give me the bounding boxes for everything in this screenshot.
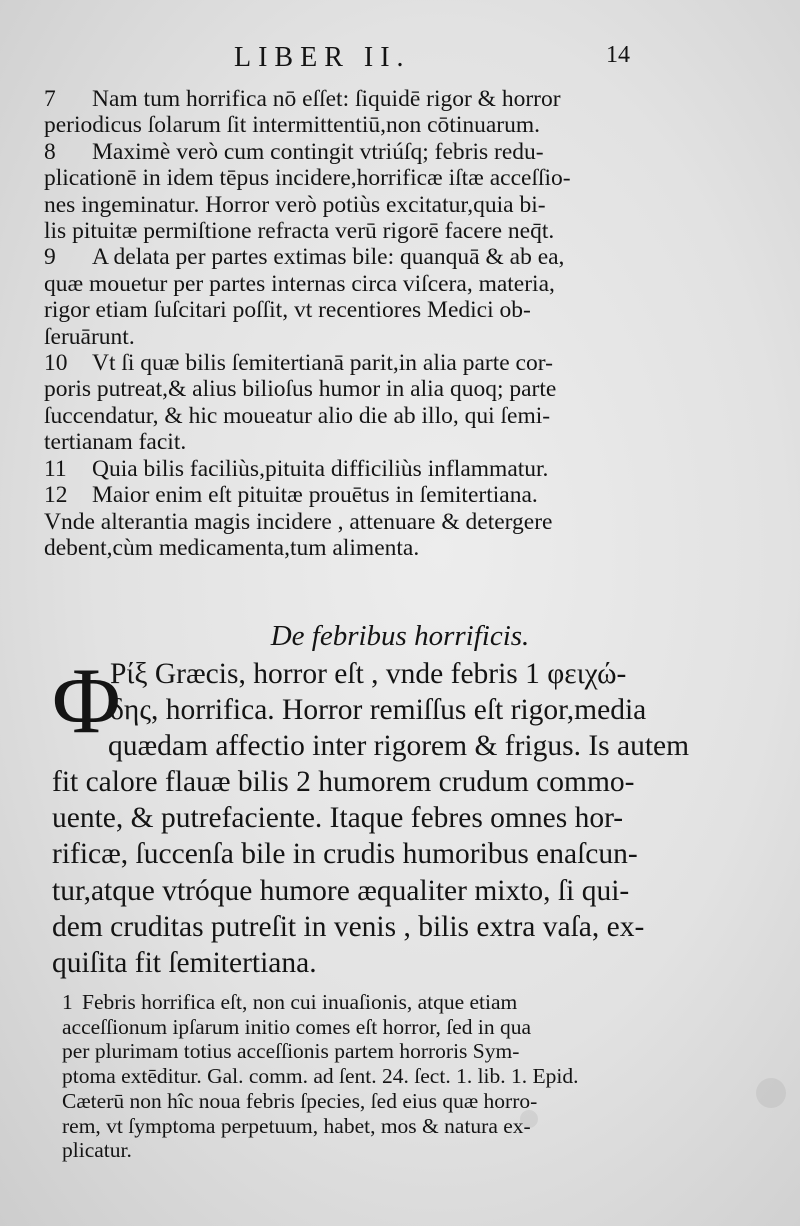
note-line bbox=[44, 165, 650, 191]
note-text: acceſſionum ipſarum initio comes eſt horror, ſed in qua bbox=[62, 1014, 532, 1039]
note-text: Vnde alterantia magis incidere , attenuare & detergere bbox=[44, 508, 553, 535]
note-line bbox=[44, 509, 650, 535]
note-number: 1 bbox=[62, 990, 73, 1014]
note-line bbox=[62, 1039, 662, 1064]
note-text: per plurimam totius acceſſionis partem horroris Sym- bbox=[62, 1039, 520, 1064]
note-line bbox=[44, 192, 650, 218]
note-text: plicationē in idem tēpus incidere,horrificæ iſtæ acceſſio- bbox=[44, 165, 571, 192]
note-text: ptoma extēditur. Gal. comm. ad ſent. 24. ſect. 1. lib. 1. Epid. bbox=[62, 1064, 579, 1089]
note-number: 9 bbox=[44, 244, 56, 271]
note-line bbox=[62, 1138, 662, 1163]
note-text: lis pituitæ permiſtione refracta verū rigorē facere neq̄t. bbox=[44, 218, 555, 245]
note-text: rem, vt ſymptoma perpetuum, habet, mos & natura ex- bbox=[62, 1113, 531, 1138]
note-text: ſeruārunt. bbox=[44, 323, 135, 350]
note-line bbox=[44, 482, 650, 508]
body-line: Ρίξ Græcis, horror eſt , vnde febris 1 φειχώ- bbox=[110, 658, 627, 690]
note-text: Maximè verò cum contingit vtriúſq; febris redu- bbox=[92, 138, 544, 165]
note-line bbox=[62, 1089, 662, 1114]
note-line bbox=[44, 112, 650, 138]
body-line: quædam affectio inter rigorem & frigus. Is autem bbox=[108, 730, 690, 763]
note-number: 10 bbox=[44, 350, 68, 377]
note-line bbox=[62, 990, 662, 1015]
lower-notes bbox=[62, 990, 662, 1163]
main-text bbox=[52, 649, 690, 981]
running-head: LIBER II. bbox=[234, 42, 411, 73]
note-number: 8 bbox=[44, 138, 56, 165]
paper-stain bbox=[756, 1078, 786, 1108]
body-line: quiſita fit ſemitertiana. bbox=[52, 946, 317, 979]
note-line bbox=[44, 376, 650, 402]
note-text: debent,cùm medicamenta,tum alimenta. bbox=[44, 534, 420, 561]
note-line bbox=[44, 535, 650, 561]
note-line bbox=[44, 139, 650, 165]
note-line bbox=[44, 350, 650, 376]
body-line: δης, horrifica. Horror remiſſus eſt rigor,media bbox=[110, 694, 647, 727]
note-text: Quia bilis faciliùs,pituita difficiliùs inflammatur. bbox=[92, 455, 549, 482]
drop-cap: Φ bbox=[52, 649, 121, 753]
body-line: uente, & putrefaciente. Itaque febres omnes hor- bbox=[52, 802, 624, 835]
note-line bbox=[44, 271, 650, 297]
note-text: Maior enim eſt pituitæ prouētus in ſemitertiana. bbox=[92, 482, 538, 509]
note-text: Cæterū non hîc noua febris ſpecies, ſed eius quæ horro- bbox=[62, 1088, 538, 1113]
note-text: tertianam facit. bbox=[44, 429, 187, 456]
note-text: Febris horrifica eſt, non cui inuaſionis, atque etiam bbox=[82, 990, 518, 1014]
note-line bbox=[62, 1114, 662, 1139]
note-text: Nam tum horrifica nō eſſet: ſiquidē rigor & horror bbox=[92, 86, 561, 112]
note-text: quæ mouetur per partes internas circa viſcera, materia, bbox=[44, 270, 555, 297]
note-text: ſuccendatur, & hic moueatur alio die ab illo, qui ſemi- bbox=[44, 402, 551, 429]
page-header bbox=[0, 28, 800, 88]
note-text: Vt ſi quæ bilis ſemitertianā parit,in alia parte cor- bbox=[92, 350, 553, 377]
note-text: nes ingeminatur. Horror verò potiùs excitatur,quia bi- bbox=[44, 191, 546, 218]
note-text: plicatur. bbox=[62, 1138, 132, 1163]
note-line bbox=[44, 324, 650, 350]
note-text: rigor etiam ſuſcitari poſſit, vt recentiores Medici ob- bbox=[44, 297, 531, 324]
note-line bbox=[44, 218, 650, 244]
note-line bbox=[44, 403, 650, 429]
note-line bbox=[44, 429, 650, 455]
note-line bbox=[44, 456, 650, 482]
note-line bbox=[62, 1015, 662, 1040]
note-line bbox=[44, 297, 650, 323]
section-heading: De febribus horrificis. bbox=[270, 620, 530, 652]
note-line bbox=[44, 244, 650, 270]
note-number: 12 bbox=[44, 482, 68, 509]
note-text: periodicus ſolarum ſit intermittentiū,non cōtinuarum. bbox=[44, 112, 541, 139]
body-line: rificæ, ſuccenſa bile in crudis humoribus enaſcun- bbox=[52, 838, 638, 871]
body-line: tur,atque vtróque humore æqualiter mixto, ſi qui- bbox=[52, 874, 630, 907]
note-text: poris putreat,& alius bilioſus humor in alia quoq; parte bbox=[44, 376, 557, 403]
upper-notes bbox=[44, 86, 650, 561]
page-number: 14 bbox=[606, 42, 630, 68]
note-number: 11 bbox=[44, 455, 67, 482]
body-line: fit calore flauæ bilis 2 humorem crudum commo- bbox=[52, 766, 635, 799]
note-line bbox=[62, 1064, 662, 1089]
note-text: A delata per partes extimas bile: quanquā & ab ea, bbox=[92, 244, 565, 271]
note-number: 7 bbox=[44, 86, 56, 112]
body-line: dem cruditas putreſit in venis , bilis extra vaſa, ex- bbox=[52, 910, 645, 943]
note-line bbox=[44, 86, 650, 112]
